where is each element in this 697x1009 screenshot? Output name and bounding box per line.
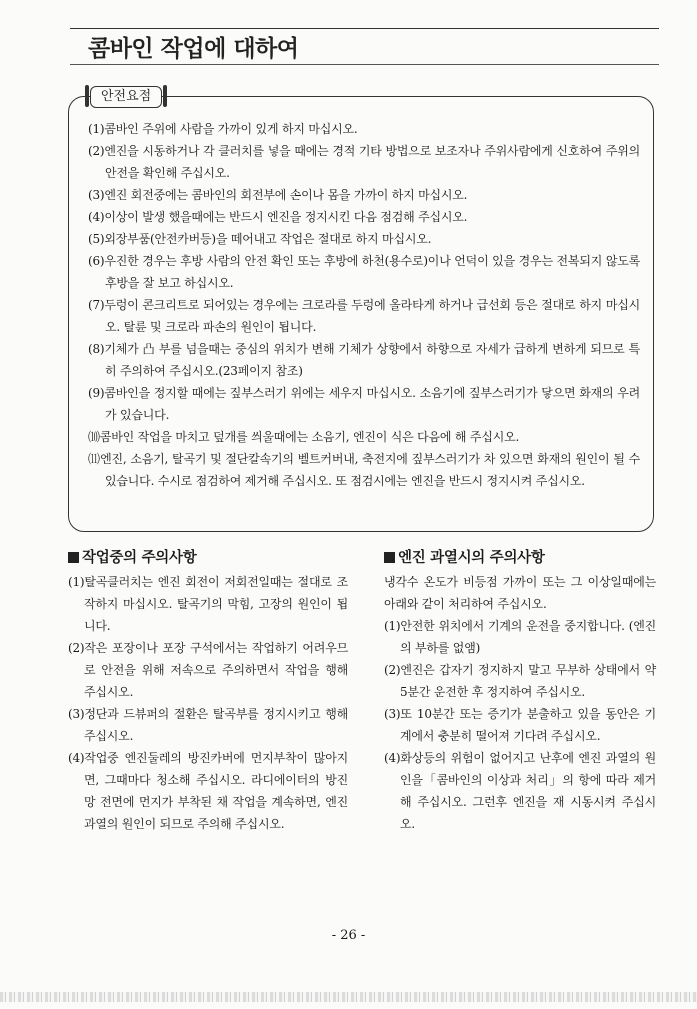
safety-item: (2)엔진을 시동하거나 각 클러치를 넣을 때에는 경적 기타 방법으로 보조자나 주위사람에게 신호하여 주위의 안전을 확인해 주십시오. (88, 144, 640, 180)
list-item: (3)또 10분간 또는 증기가 분출하고 있을 동안은 기계에서 충분히 떨어져 기다려 주십시오. (384, 707, 656, 743)
work-caution-list (68, 571, 348, 835)
list-item: (1)안전한 위치에서 기계의 운전을 중지합니다. (엔진의 부하를 없앰) (384, 619, 656, 655)
overheat-list (384, 615, 656, 835)
list-item: (4)작업중 엔진둘레의 방진카버에 먼지부착이 많아지면, 그때마다 청소해 주십시오. 라디에이터의 방진망 전면에 먼지가 부착된 채 작업을 계속하면, 엔진과열의 원인이 되므로 주의해 주십시오. (68, 751, 348, 831)
title-rule (70, 64, 659, 65)
scan-edge (0, 992, 697, 1002)
page-title: 콤바인 작업에 대하여 (88, 36, 299, 62)
safety-item: ⑾엔진, 소음기, 탈곡기 및 절단칼속기의 벨트커버내, 축전지에 짚부스러기가 차 있으면 화재의 원인이 될 수 있습니다. 수시로 점검하여 제거해 주십시오. 또 점검시에는 엔진을 반드시 정지시켜 주십시오. (88, 452, 640, 488)
work-caution-section (68, 546, 348, 835)
page-number: - 26 - (331, 928, 366, 943)
safety-list (88, 118, 640, 492)
list-item: (3)정단과 드뷰퍼의 절환은 탈곡부를 정지시키고 행해주십시오. (68, 707, 348, 743)
list-item: (2)작은 포장이나 포장 구석에서는 작업하기 어려우므로 안전을 위해 저속으로 주의하면서 작업을 행해 주십시오. (68, 641, 348, 699)
top-rule (70, 28, 659, 29)
list-item: (2)엔진은 갑자기 정지하지 말고 무부하 상태에서 약 5분간 운전한 후 정지하여 주십시오. (384, 663, 656, 699)
safety-item: (7)두렁이 콘크리트로 되어있는 경우에는 크로라를 두렁에 올라타게 하거나 급선회 등은 절대로 하지 마십시오. 탈륜 및 크로라 파손의 원인이 됩니다. (88, 298, 640, 334)
list-item: (4)화상등의 위험이 없어지고 난후에 엔진 과열의 원인을「콤바인의 이상과 처리」의 항에 따라 제거해 주십시오. 그런후 엔진을 재 시동시켜 주십시오. (384, 751, 656, 831)
safety-item: ⑽콤바인 작업을 마치고 덮개를 씌울때에는 소음기, 엔진이 식은 다음에 해 주십시오. (88, 430, 520, 444)
overheat-section (384, 546, 656, 835)
square-bullet-icon (68, 552, 79, 563)
safety-item: (3)엔진 회전중에는 콤바인의 회전부에 손이나 몸을 가까이 하지 마십시오. (88, 188, 468, 202)
safety-item: (6)우진한 경우는 후방 사람의 안전 확인 또는 후방에 하천(용수로)이나 언덕이 있을 경우는 전복되지 않도록 후방을 잘 보고 하십시오. (88, 254, 640, 290)
safety-item: (5)외장부품(안전카버등)을 떼어내고 작업은 절대로 하지 마십시오. (88, 232, 432, 246)
safety-item: (8)기체가 凸 부를 넘을때는 중심의 위치가 변해 기체가 상향에서 하향으로 자세가 급하게 변하게 되므로 특히 주의하여 주십시오.(23페이지 참조) (88, 342, 640, 378)
square-bullet-icon (384, 552, 395, 563)
safety-label: 안전요점 (90, 86, 162, 108)
safety-item: (9)콤바인을 정지할 때에는 짚부스러기 위에는 세우지 마십시오. 소음기에 짚부스러기가 닿으면 화재의 우려가 있습니다. (88, 386, 640, 422)
list-item: (1)탈곡클러치는 엔진 회전이 저회전일때는 절대로 조작하지 마십시오. 탈곡기의 막힘, 고장의 원인이 됩니다. (68, 575, 348, 633)
safety-item: (1)콤바인 주위에 사람을 가까이 있게 하지 마십시오. (88, 122, 358, 136)
overheat-heading: 엔진 과열시의 주의사항 (384, 546, 656, 567)
work-caution-heading: 작업중의 주의사항 (68, 546, 348, 567)
overheat-intro: 냉각수 온도가 비등점 가까이 또는 그 이상일때에는 아래와 같이 처리하여 주십시오. (384, 575, 656, 611)
safety-item: (4)이상이 발생 했을때에는 반드시 엔진을 정지시킨 다음 점검해 주십시오. (88, 210, 468, 224)
